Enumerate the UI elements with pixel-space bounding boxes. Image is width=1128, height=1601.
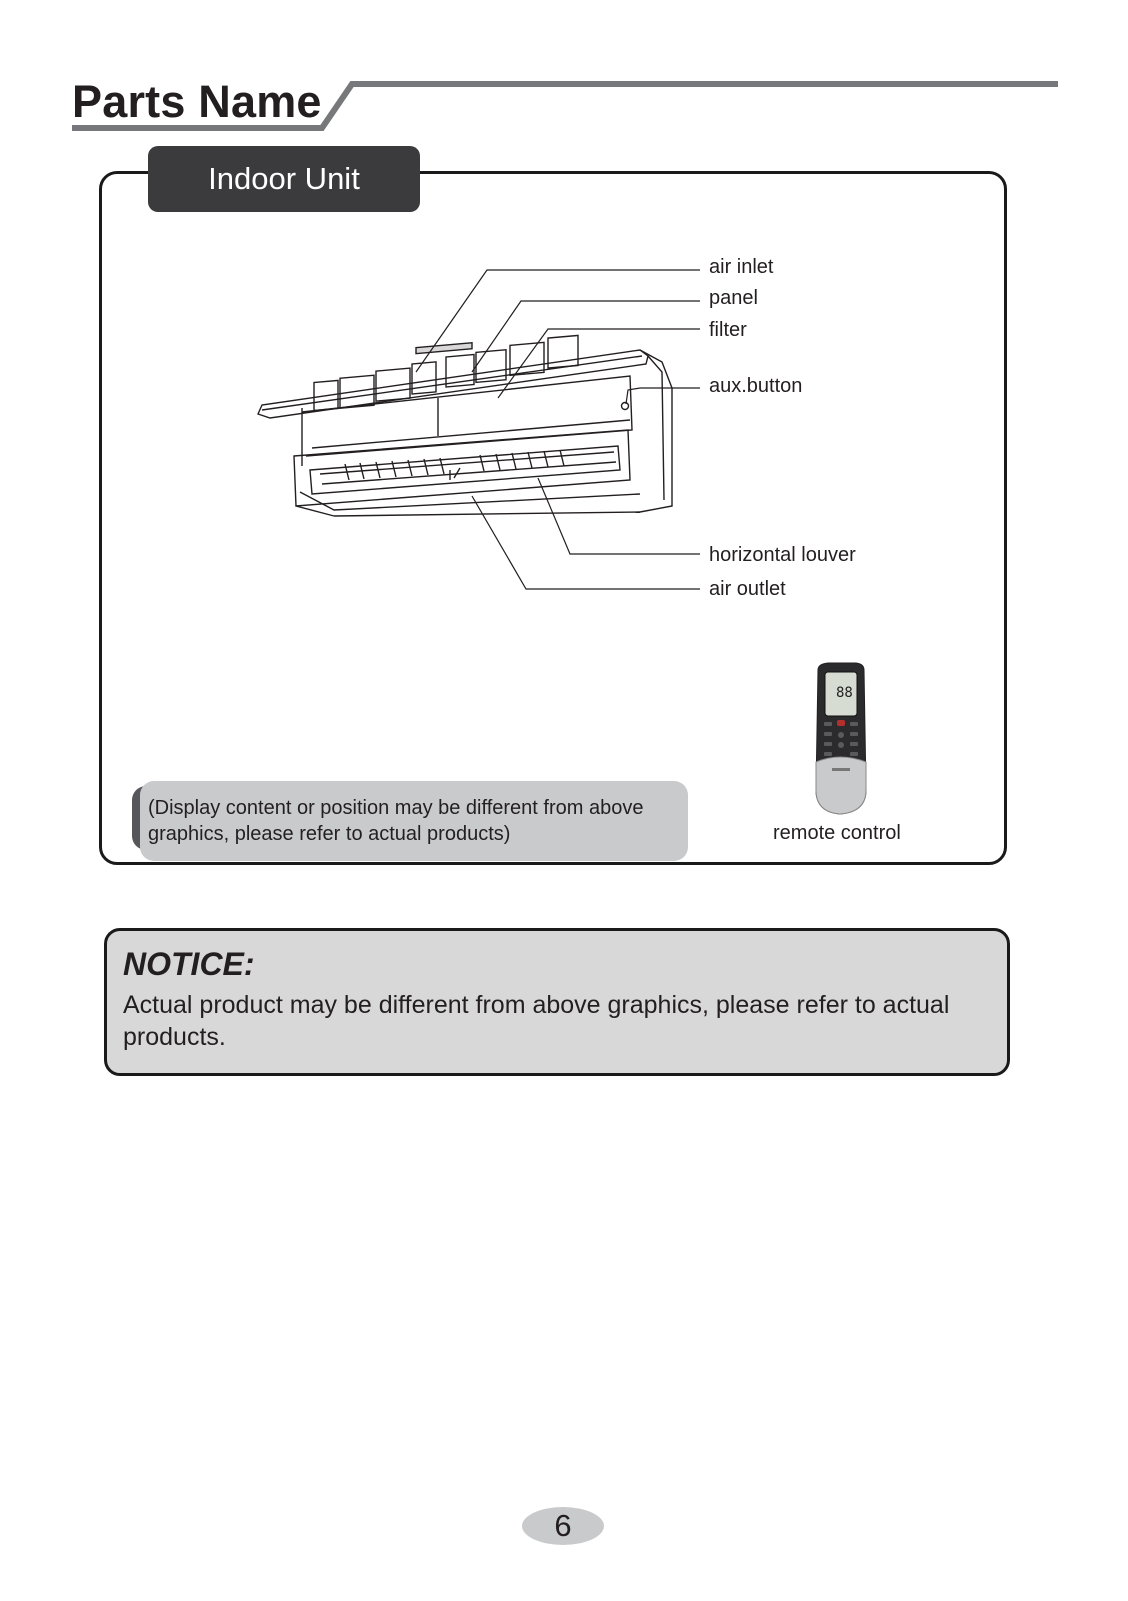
label-panel: panel xyxy=(709,287,758,309)
page-title: Parts Name xyxy=(72,76,322,127)
label-remote-control: remote control xyxy=(773,822,901,844)
page-number: 6 xyxy=(522,1507,604,1545)
panel-drawing xyxy=(258,350,648,418)
disclaimer-box xyxy=(140,781,688,861)
leader-air-inlet xyxy=(416,270,700,372)
disclaimer-line-1: (Display content or position may be different from above xyxy=(148,797,644,819)
disclaimer-line-2: graphics, please refer to actual products) xyxy=(148,823,511,845)
label-air-outlet: air outlet xyxy=(709,578,786,600)
indoor-unit-tab: Indoor Unit xyxy=(148,146,420,212)
notice-box xyxy=(104,928,1010,1076)
notice-title: NOTICE: xyxy=(123,946,255,982)
label-horizontal-louver: horizontal louver xyxy=(709,544,856,566)
label-air-inlet: air inlet xyxy=(709,256,774,278)
svg-text:88: 88 xyxy=(836,685,853,701)
label-filter: filter xyxy=(709,319,747,341)
aux-button-dot xyxy=(622,403,629,410)
label-aux-button: aux.button xyxy=(709,375,803,397)
leader-air-outlet xyxy=(472,496,700,589)
leader-horizontal-louver xyxy=(538,478,700,554)
remote-control-drawing xyxy=(816,663,866,814)
notice-body: Actual product may be different from above graphics, please refer to actual products. xyxy=(123,991,950,1051)
